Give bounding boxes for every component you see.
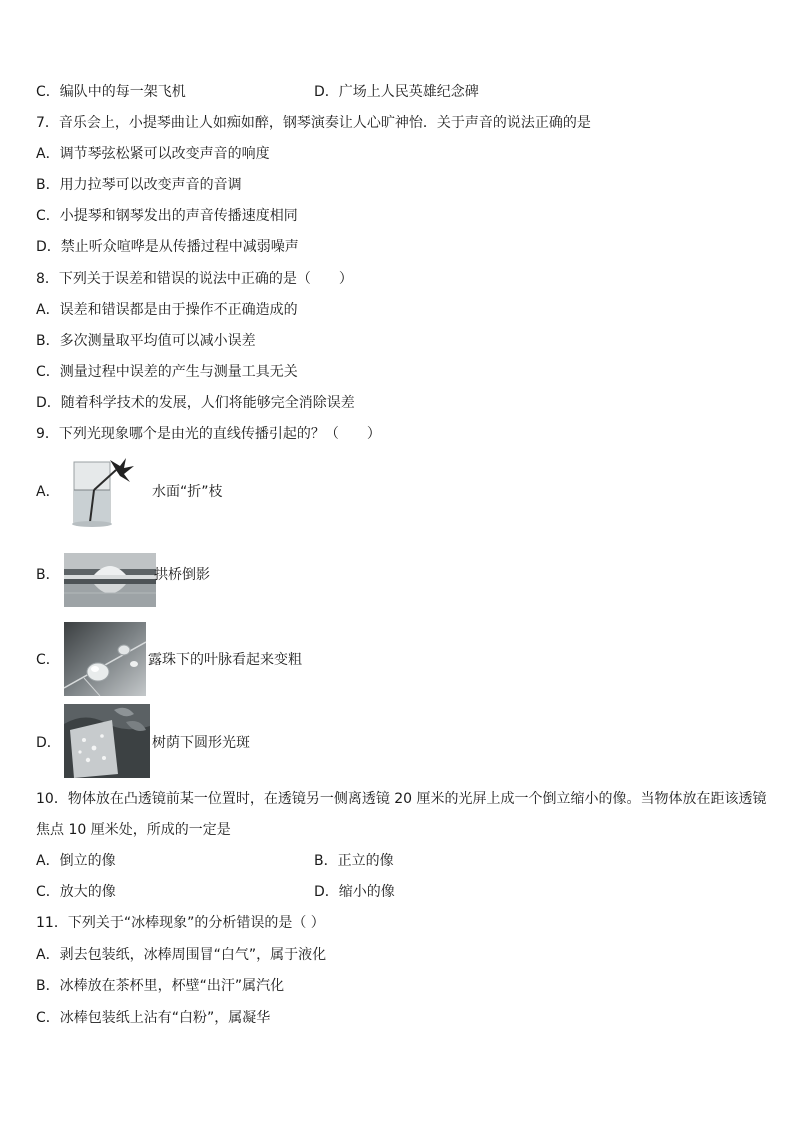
tree-light-spots-image: [64, 704, 150, 778]
q9-option-d: [36, 704, 336, 784]
q9-option-a-caption: 水面“折”枝: [152, 484, 223, 500]
dew-leaf-image: [64, 622, 146, 696]
q8-stem: 8．下列关于误差和错误的说法中正确的是（ ）: [36, 271, 353, 287]
q8-option-a: A．误差和错误都是由于操作不正确造成的: [36, 302, 298, 318]
q10-option-c: C．放大的像: [36, 884, 116, 900]
q9-option-c: [36, 622, 356, 702]
q11-option-a: A．剥去包装纸，冰棒周围冒“白气”，属于液化: [36, 947, 327, 963]
q9-option-c-letter: C．: [36, 652, 60, 668]
arch-bridge-image: [64, 553, 156, 607]
q9-stem: 9．下列光现象哪个是由光的直线传播引起的？（ ）: [36, 426, 381, 442]
q10-stem-line1: 10．物体放在凸透镜前某一位置时，在透镜另一侧离透镜 20 厘米的光屏上成一个倒立缩小的像。当物体放在距该透镜: [36, 791, 767, 807]
q9-option-b-caption: 拱桥倒影: [154, 567, 210, 583]
refracted-branch-image: [70, 456, 146, 528]
q9-option-d-caption: 树荫下圆形光斑: [152, 735, 250, 751]
q7-option-b: B．用力拉琴可以改变声音的音调: [36, 177, 242, 193]
q11-option-c: C．冰棒包装纸上沾有“白粉”，属凝华: [36, 1010, 271, 1026]
q9-option-b-letter: B．: [36, 567, 60, 583]
q8-option-c: C．测量过程中误差的产生与测量工具无关: [36, 364, 298, 380]
q7-stem: 7．音乐会上，小提琴曲让人如痴如醉，钢琴演奏让人心旷神怡．关于声音的说法正确的是: [36, 115, 591, 131]
q11-stem: 11．下列关于“冰棒现象”的分析错误的是（ ）: [36, 915, 325, 931]
q11-option-b: B．冰棒放在茶杯里，杯壁“出汗”属汽化: [36, 978, 285, 994]
q9-option-a-letter: A．: [36, 484, 60, 500]
q10-option-d: D．缩小的像: [314, 884, 395, 900]
q10-stem-line2: 焦点 10 厘米处，所成的一定是: [36, 822, 231, 838]
q8-option-b: B．多次测量取平均值可以减小误差: [36, 333, 256, 349]
q8-option-d: D．随着科学技术的发展，人们将能够完全消除误差: [36, 395, 355, 411]
q9-option-b: [36, 553, 296, 633]
q9-option-a: [36, 452, 296, 532]
q6-option-c: C．编队中的每一架飞机: [36, 84, 186, 100]
q7-option-a: A．调节琴弦松紧可以改变声音的响度: [36, 146, 270, 162]
q10-option-b: B．正立的像: [314, 853, 394, 869]
q9-option-c-caption: 露珠下的叶脉看起来变粗: [148, 652, 302, 668]
q9-option-d-letter: D．: [36, 735, 61, 751]
q7-option-c: C．小提琴和钢琴发出的声音传播速度相同: [36, 208, 298, 224]
q7-option-d: D．禁止听众喧哗是从传播过程中减弱噪声: [36, 239, 299, 255]
q10-option-a: A．倒立的像: [36, 853, 116, 869]
q6-option-d: D．广场上人民英雄纪念碑: [314, 84, 479, 100]
